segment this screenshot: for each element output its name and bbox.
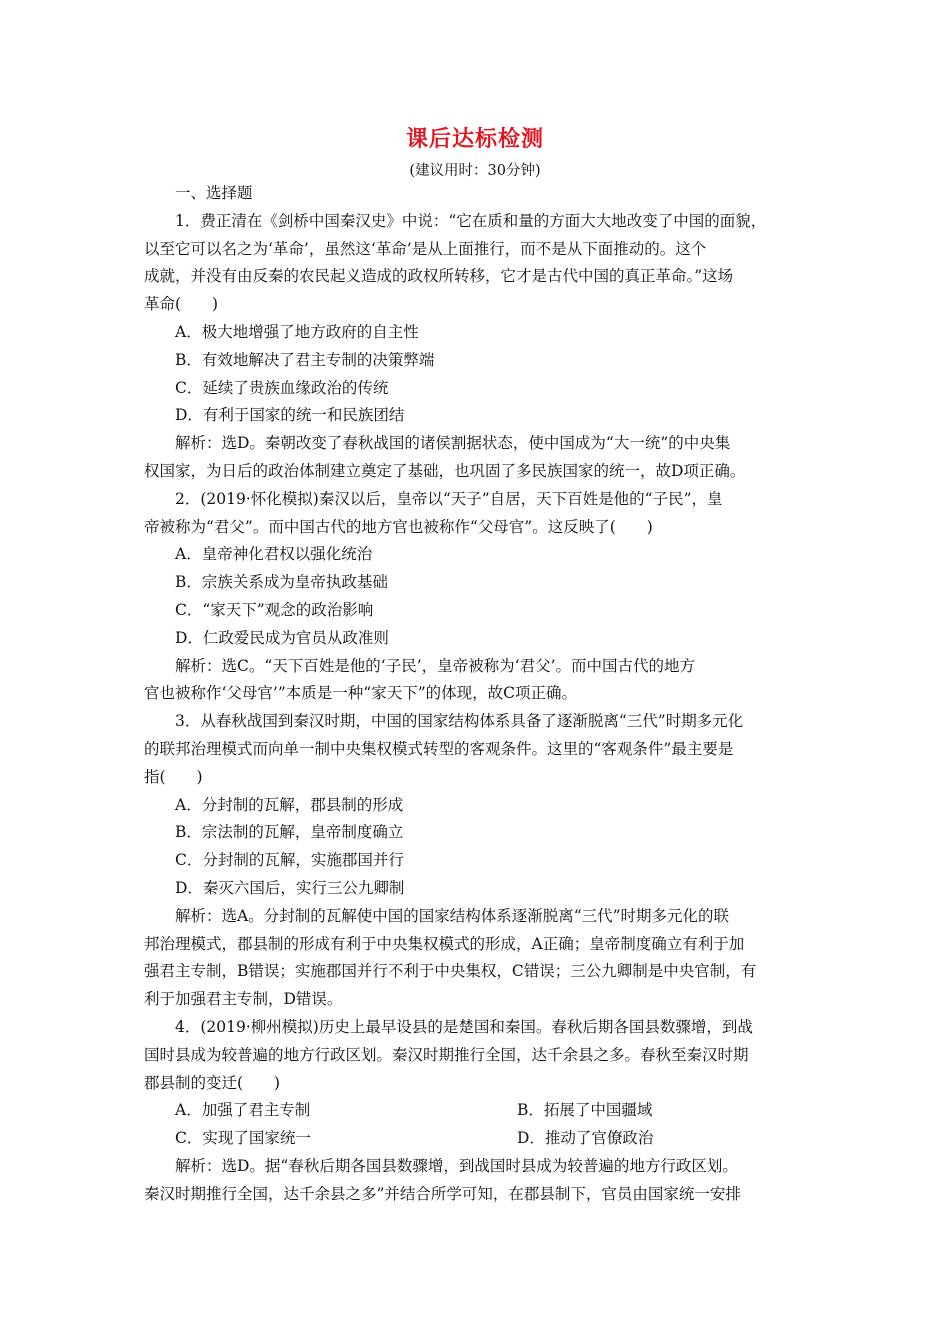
question-stem-line: 成就，并没有由反秦的农民起义造成的政权所转移，它才是古代中国的真正革命。”这场 — [144, 267, 734, 286]
answer-explanation-line: 解析：选C。“天下百姓是他的‘子民’，皇帝被称为‘君父’。而中国古代的地方 — [175, 656, 695, 675]
option-b: B．有效地解决了君主专制的决策弊端 — [175, 350, 435, 369]
option-d: D．有利于国家的统一和民族团结 — [175, 406, 405, 425]
question-stem-line: 革命( ) — [144, 295, 219, 314]
question-1 — [144, 208, 808, 486]
option-row — [144, 1125, 808, 1153]
question-2 — [144, 486, 808, 708]
answer-explanation-line: 解析：选A。分封制的瓦解使中国的国家结构体系逐渐脱离“三代”时期多元化的联 — [175, 906, 730, 925]
question-stem-line: 2．(2019·怀化模拟)秦汉以后，皇帝以“天子”自居，天下百姓是他的“子民”，皇 — [175, 489, 723, 508]
section-heading: 一、选择题 — [175, 184, 253, 202]
answer-explanation-line: 秦汉时期推行全国，达千余县之多”并结合所学可知，在郡县制下，官员由国家统一安排 — [144, 1184, 741, 1203]
question-stem-line: 郡县制的变迁( ) — [144, 1073, 281, 1092]
question-stem-line: 1．费正清在《剑桥中国秦汉史》中说：“它在质和量的方面大大地改变了中国的面貌， — [175, 211, 767, 230]
option-c: C．“家天下”观念的政治影响 — [175, 600, 374, 619]
question-stem-line: 4．(2019·柳州模拟)历史上最早设县的是楚国和秦国。春秋后期各国县数骤增，到战 — [175, 1017, 753, 1036]
option-c: C．实现了国家统一 — [175, 1129, 311, 1148]
question-stem-line: 国时县成为较普遍的地方行政区划。秦汉时期推行全国，达千余县之多。春秋至秦汉时期 — [144, 1045, 749, 1064]
option-b: B．宗法制的瓦解，皇帝制度确立 — [175, 823, 404, 842]
answer-explanation-line: 权国家，为日后的政治体制建立奠定了基础，也巩固了多民族国家的统一，故D项正确。 — [144, 461, 746, 480]
option-a: A．皇帝神化君权以强化统治 — [175, 545, 373, 564]
option-a: A．分封制的瓦解，郡县制的形成 — [175, 795, 404, 814]
option-c: C．延续了贵族血缘政治的传统 — [175, 378, 389, 397]
option-c: C．分封制的瓦解，实施郡国并行 — [175, 851, 404, 870]
question-stem-line: 3．从春秋战国到秦汉时期，中国的国家结构体系具备了逐渐脱离“三代”时期多元化 — [175, 712, 744, 731]
option-d: D．仁政爱民成为官员从政准则 — [175, 628, 389, 647]
option-d: D．推动了官僚政治 — [517, 1129, 654, 1148]
answer-explanation-line: 邦治理模式，郡县制的形成有利于中央集权模式的形成，A正确；皇帝制度确立有利于加 — [144, 934, 745, 953]
question-stem-line: 指( ) — [144, 767, 203, 786]
answer-explanation-line: 强君主专制，B错误；实施郡国并行不利于中央集权，C错误；三公九卿制是中央官制，有 — [144, 962, 757, 981]
answer-explanation-line: 官也被称作‘父母官’”本质是一种“家天下”的体现，故C项正确。 — [144, 684, 577, 703]
question-content — [144, 180, 808, 1208]
option-row — [144, 1097, 808, 1125]
answer-explanation-line: 解析：选D。据“春秋后期各国县数骤增，到战国时县成为较普遍的地方行政区划。 — [175, 1156, 738, 1175]
time-suggestion: (建议用时：30分钟) — [409, 163, 541, 179]
option-b: B．宗族关系成为皇帝执政基础 — [175, 573, 388, 592]
question-stem-line: 帝被称为“君父”。而中国古代的地方官也被称作“父母官”。这反映了( ) — [144, 517, 653, 536]
question-4 — [144, 1014, 808, 1209]
option-a: A．加强了君主专制 — [175, 1101, 311, 1120]
question-stem-line: 以至它可以名之为‘革命’，虽然这‘革命’是从上面推行，而不是从下面推动的。这个 — [144, 239, 707, 258]
option-a: A．极大地增强了地方政府的自主性 — [175, 322, 419, 341]
option-b: B．拓展了中国疆域 — [517, 1101, 653, 1120]
question-stem-line: 的联邦治理模式而向单一制中央集权模式转型的客观条件。这里的“客观条件”最主要是 — [144, 739, 734, 758]
page-title: 课后达标检测 — [405, 127, 544, 152]
option-d: D．秦灭六国后，实行三公九卿制 — [175, 878, 405, 897]
answer-explanation-line: 解析：选D。秦朝改变了春秋战国的诸侯割据状态，使中国成为“大一统”的中央集 — [175, 434, 731, 453]
answer-explanation-line: 利于加强君主专制，D错误。 — [144, 990, 343, 1009]
question-3 — [144, 708, 808, 1014]
